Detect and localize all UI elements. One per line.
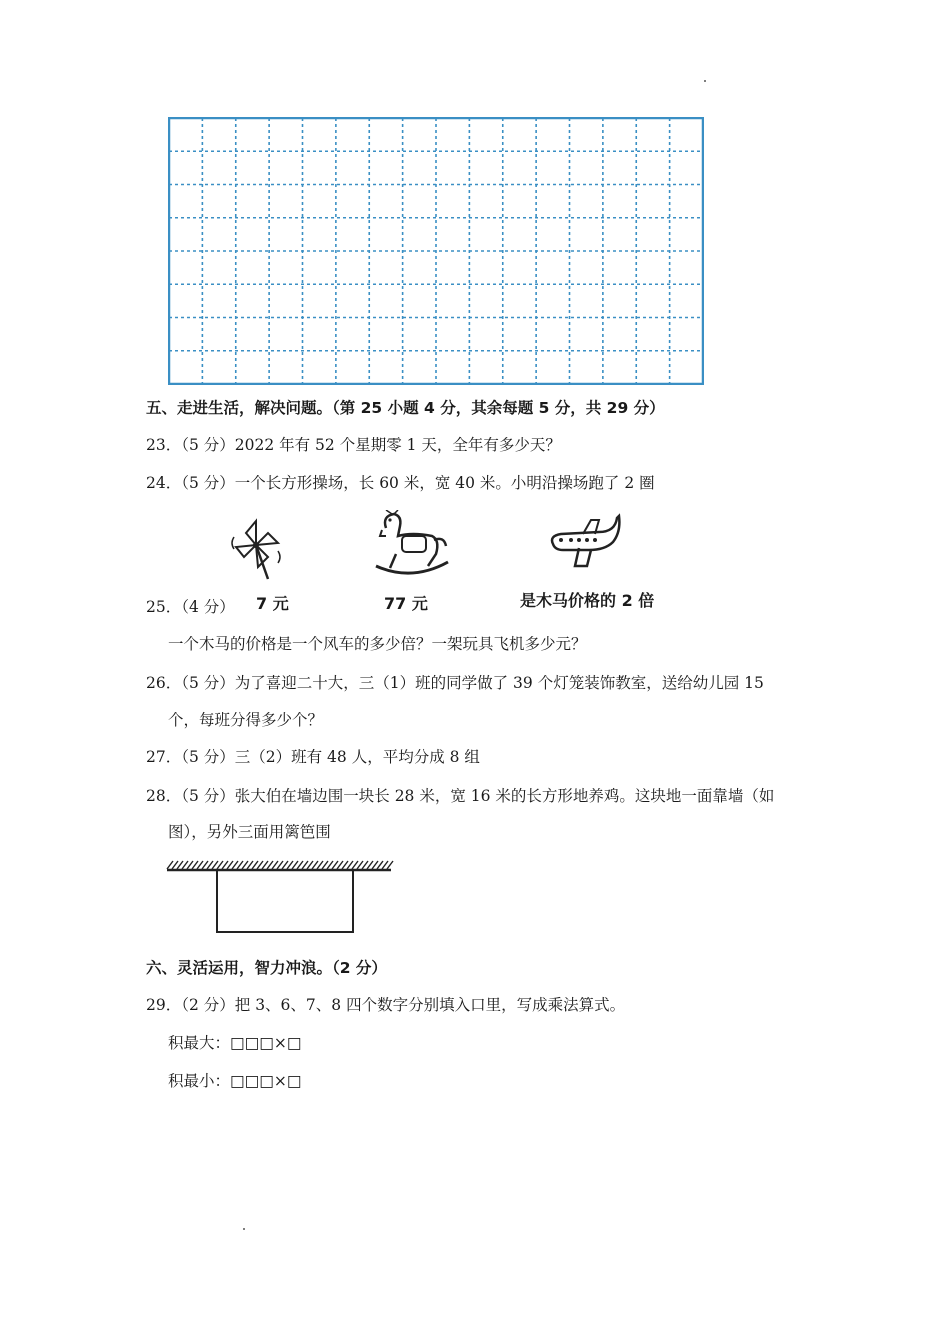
section5-heading: 五、走进生活，解决问题。（第 25 小题 4 分，其余每题 5 分，共 29 分） bbox=[146, 399, 665, 417]
pinwheel-price: 7 元 bbox=[256, 594, 289, 613]
wall-hatching bbox=[167, 861, 393, 869]
page-dot bbox=[704, 80, 706, 82]
airplane-icon bbox=[545, 510, 621, 574]
section6-heading: 六、灵活运用，智力冲浪。（2 分） bbox=[146, 959, 387, 977]
question-24: 24．（5 分）一个长方形操场，长 60 米，宽 40 米。小明沿操场跑了 2 圈 bbox=[146, 474, 655, 492]
min-product-line: 积最小：□□□×□ bbox=[168, 1072, 302, 1090]
airplane-price: 是木马价格的 2 倍 bbox=[520, 591, 655, 610]
practice-grid-svg bbox=[168, 117, 704, 385]
question-26-line1: 26．（5 分）为了喜迎二十大，三（1）班的同学做了 39 个灯笼装饰教室，送给幼儿园 15 bbox=[146, 674, 764, 692]
max-product-line: 积最大：□□□×□ bbox=[168, 1034, 302, 1052]
question-29: 29．（2 分）把 3、6、7、8 四个数字分别填入口里，写成乘法算式。 bbox=[146, 996, 626, 1014]
pinwheel-icon bbox=[228, 513, 284, 585]
page-dot bbox=[243, 1228, 245, 1230]
question-23: 23．（5 分）2022 年有 52 个星期零 1 天，全年有多少天？ bbox=[146, 436, 561, 454]
question-28-line1: 28．（5 分）张大伯在墙边围一块长 28 米，宽 16 米的长方形地养鸡。这块地一面靠墙（如 bbox=[146, 787, 775, 805]
rocking-horse-icon bbox=[372, 510, 452, 582]
question-28-line2: 图），另外三面用篱笆围 bbox=[168, 823, 331, 841]
question-27: 27．（5 分）三（2）班有 48 人，平均分成 8 组 bbox=[146, 748, 480, 766]
rocking-horse-price: 77 元 bbox=[384, 594, 428, 613]
question-25-text: 一个木马的价格是一个风车的多少倍？一架玩具飞机多少元？ bbox=[168, 635, 587, 653]
question-25-label: 25．（4 分） bbox=[146, 598, 235, 616]
question-26-line2: 个，每班分得多少个？ bbox=[168, 711, 324, 729]
practice-grid bbox=[168, 117, 704, 389]
wall-fence-diagram bbox=[165, 856, 395, 940]
fence-rectangle bbox=[217, 870, 353, 932]
